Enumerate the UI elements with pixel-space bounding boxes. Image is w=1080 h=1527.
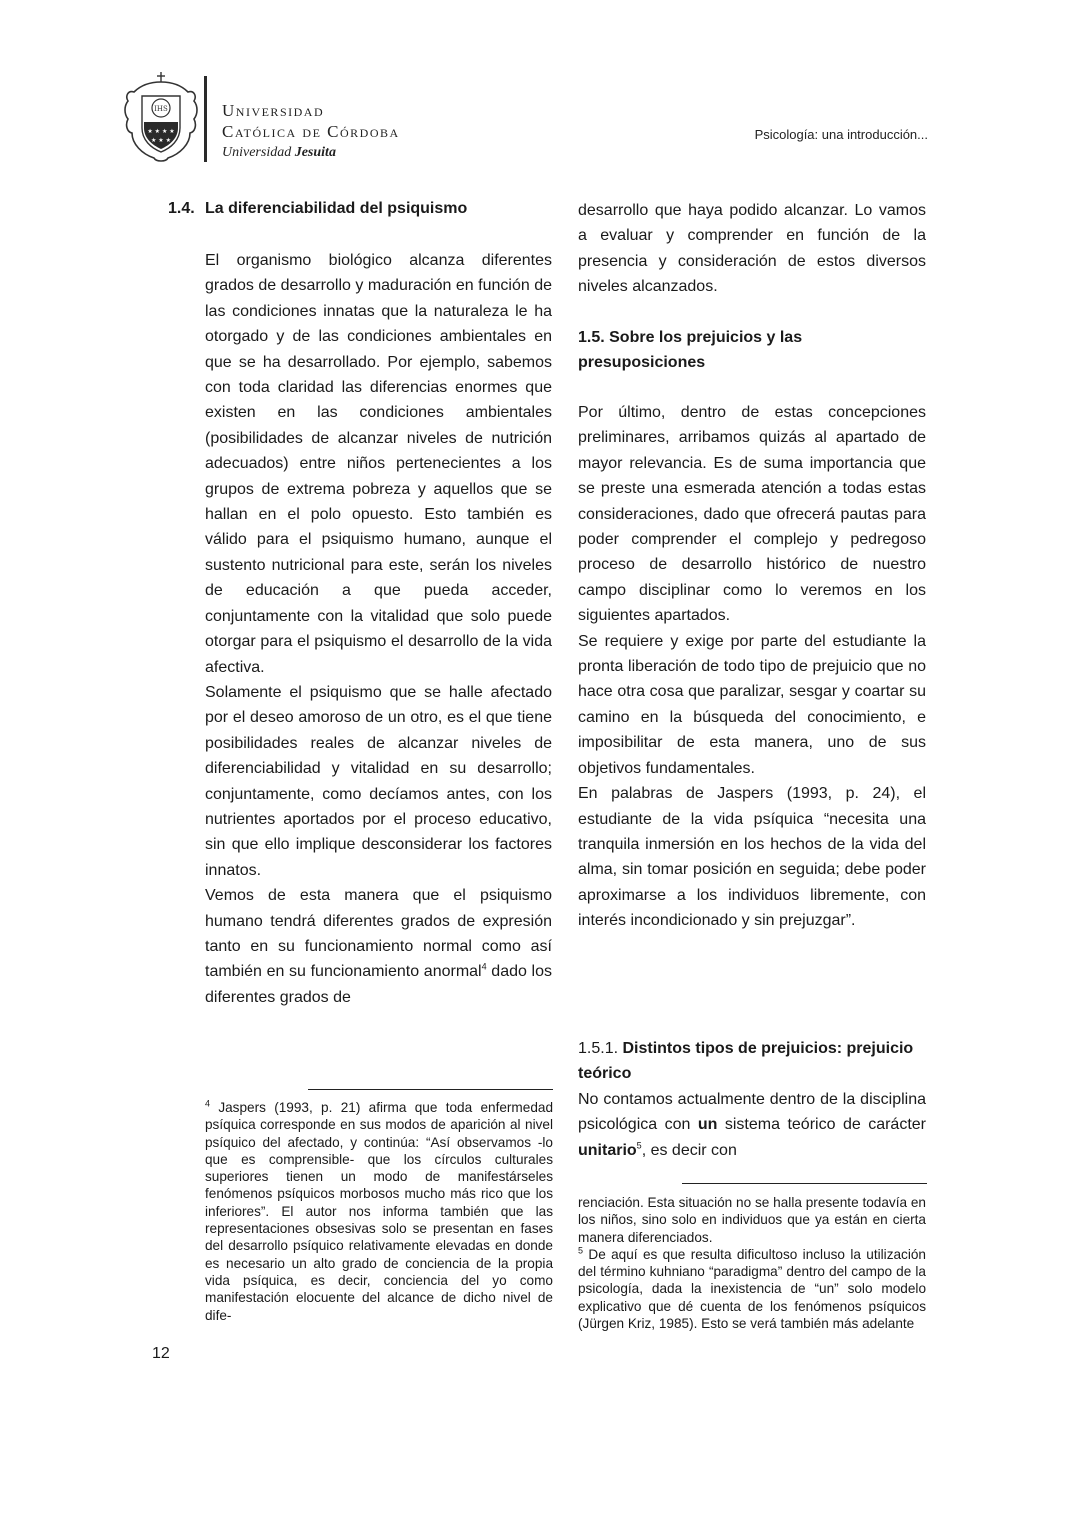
section-1-5-1-title: Distintos tipos de prejuicios: prejuicio teórico [578,1040,914,1083]
paragraph-3-text-before-note: Vemos de esta manera que el psiquismo humano tendrá diferentes grados de expresión tanto en su funcionamiento normal como así también en su funcionamiento anormal [205,887,552,981]
footnote-5-marker: 5 [578,1245,584,1256]
svg-text:IHS: IHS [154,105,168,113]
footnote-5-body: De aquí es que resulta dificultoso incluso la utilización del término kuhniano “paradigma” dentro del campo de la psicología, dada la inexistencia de “un” solo modelo explicativo que dé cuenta de los fenómenos psíquicos (Jürgen Kriz, 1985). Esto se verá también más adelante [578,1246,926,1332]
tagline-universidad: Universidad [222,145,292,160]
section-1-5-body [578,400,926,934]
right-column-continuation [578,198,926,300]
text-segment-b: sistema teórico de carácter [717,1116,926,1134]
footnote-4-body: Jaspers (1993, p. 21) afirma que toda enfermedad psíquica corresponde en sus modos de aparición al nivel psíquico del afectado, y continúa: “Así observamos -lo que es comprensible- que los círculos culturales superiores tienen un modo de manifestárseles fenómenos psíquicos morbosos mucho más rico que los inferiores”. El autor nos informa también que las representaciones obsesivas solo se presentan en fases del desarrollo psíquico relativamente elevadas en donde es necesario un alto grado de conciencia de la propia vida psíquica, es decir, conciencia del yo como manifestación elocuente del alcance de dicho nivel de dife- [205,1100,553,1323]
text-segment-c: , es decir con [641,1141,737,1159]
left-column-body [205,248,552,1010]
section-1-4-number: 1.4. [168,200,195,217]
section-1-4-paragraph-2: Solamente el psiquismo que se halle afectado por el deseo amoroso de un otro, es el que tiene posibilidades reales de alcanzar niveles de diferenciabilidad y vitalidad en su desarrollo; conjuntamente, como decíamos antes, con los nutrientes aportados por el proceso educativo, sin que ello implique desconsiderar los factores innatos. [205,683,552,879]
section-1-4-paragraph-3 [205,883,552,1010]
header-divider [204,76,207,162]
footnotes-right [578,1194,926,1332]
section-1-4-paragraph-3-continued: desarrollo que haya podido alcanzar. Lo vamos a evaluar y comprender en función de la presencia y consideración de estos diversos niveles alcanzados. [578,202,926,296]
bold-unitario: unitario [578,1141,637,1159]
university-tagline [222,142,400,163]
section-1-5-1-number: 1.5.1. [578,1040,619,1057]
section-1-5-heading: 1.5. Sobre los prejuicios y las presuposiciones [578,329,803,372]
university-name-line2: Católica de Córdoba [222,122,400,141]
section-1-5-paragraph-2: Se requiere y exige por parte del estudiante la pronta liberación de todo tipo de prejuicio que no hace otra cosa que paralizar, sesgar y coartar su camino en la búsqueda del conocimiento, e imposibilitar de esta manera, uno de sus objetivos fundamentales. [578,632,926,777]
running-head: Psicología: una introducción... [754,127,928,142]
footnote-ref-4[interactable]: 4 [481,962,487,973]
text-segment-a: No contamos actualmente dentro de la disciplina psicológica con [578,1091,926,1134]
footnote-4-marker: 4 [205,1098,211,1109]
bold-un: un [697,1116,718,1134]
university-crest-icon [124,70,198,166]
section-1-4-paragraph-1: El organismo biológico alcanza diferentes grados de desarrollo y maduración en función de las condiciones innatas que la naturaleza le ha otorgado y de las condiciones ambientales en que se ha desarrollado. Por ejemplo, sabemos con toda claridad las diferencias enormes que existen en las condiciones ambientales (posibilidades de alcanzar niveles de nutrición adecuados) entre niños pertenecientes a los grupos de extrema pobreza y aquellos que se hallan en el polo opuesto. Esto también es válido para el psiquismo humano, aunque el sustento nutricional para este, serán los niveles de educación a que pueda acceder, conjuntamente con la vitalidad que solo puede otorgar para el psiquismo el desarrollo de la vida afectiva. [205,252,552,676]
footnote-4-continued: renciación. Esta situación no se halla presente todavía en los niños, sino solo en individuos que ya están en cierta manera diferenciados. [578,1195,926,1245]
section-1-4-title: La diferenciabilidad del psiquismo [205,200,468,217]
footnote-ref-5[interactable]: 5 [636,1140,642,1151]
section-1-5-1-body [578,1087,926,1163]
footnote-4-text [205,1099,553,1324]
section-1-5-paragraph-1: Por último, dentro de estas concepciones preliminares, arribamos quizás al apartado de mayor relevancia. Es de suma importancia que se preste una esmerada atención a todas estas consideraciones, dado que ofrecerá pautas para poder comprender el complejo y pedregoso proceso de desarrollo histórico de nuestro campo disciplinar como lo veremos en los siguientes apartados. [578,404,926,625]
svg-text:★ ★ ★ ★: ★ ★ ★ ★ [147,128,175,135]
university-name-line1: Universidad [222,101,325,120]
paragraph-3-text-after-note: dado los diferentes grados de [205,963,553,1006]
section-1-5-paragraph-3: En palabras de Jaspers (1993, p. 24), el estudiante de la vida psíquica “necesita una tranquila inmersión en los hechos de la vida del alma, sin tomar posición en seguida; debe poder aproximarse a los individuos libremente, con interés incondicionado y sin prejuzgar”. [578,785,926,930]
tagline-jesuita: Jesuita [294,145,336,160]
footnote-separator-right [682,1183,927,1184]
university-name-block [222,100,400,163]
footnote-5 [578,1246,926,1332]
footnote-separator-left [308,1089,553,1090]
svg-text:★ ★ ★: ★ ★ ★ [151,137,171,144]
section-1-5-1-paragraph [578,1087,926,1163]
page-number: 12 [152,1345,170,1362]
footnote-4 [205,1099,553,1324]
section-1-5-1-heading [578,1036,926,1087]
